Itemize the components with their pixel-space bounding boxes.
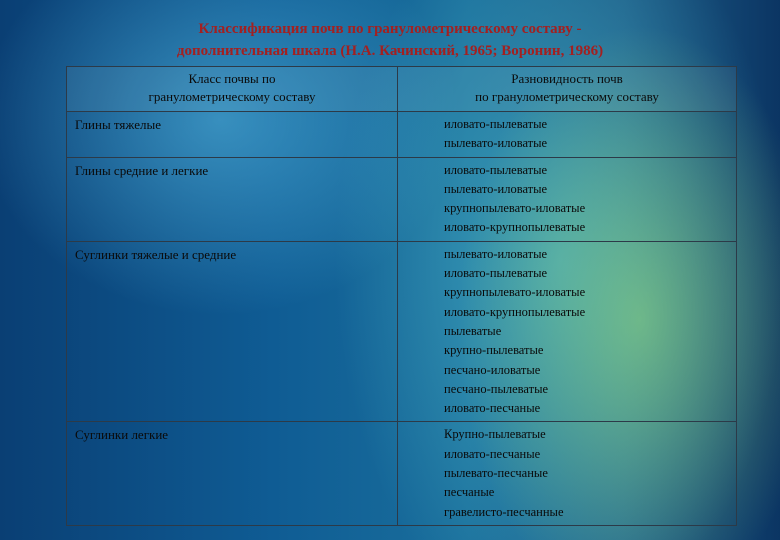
soil-class-cell: Суглинки легкие: [67, 422, 398, 525]
header-soil-variety: [398, 67, 737, 112]
soil-variety-item: крупно-пылеватые: [444, 343, 544, 358]
header-soil-class-line-1: Класс почвы по: [188, 71, 276, 86]
soil-variety-item: иловато-песчаные: [444, 446, 541, 461]
table-row: [67, 157, 737, 241]
table-row: [67, 112, 737, 158]
soil-variety-item: пылевато-иловатые: [444, 136, 548, 151]
soil-variety-item: иловато-крупнопылеватые: [444, 304, 586, 319]
header-soil-class: [67, 67, 398, 112]
soil-variety-item: крупнопылевато-иловатые: [444, 201, 586, 216]
soil-variety-item: иловато-пылеватые: [444, 162, 548, 177]
soil-variety-item: иловато-песчаные: [444, 401, 541, 416]
soil-variety-item: пылеватые: [444, 323, 502, 338]
page-title-line-2: дополнительная шкала (Н.А. Качинский, 1965; Воронин, 1986): [176, 43, 604, 59]
classification-table: [66, 66, 737, 526]
page-title: [0, 18, 780, 62]
header-soil-variety-line-1: Разновидность почв: [511, 71, 623, 86]
soil-variety-cell: [398, 241, 737, 422]
soil-variety-item: песчано-иловатые: [444, 362, 541, 377]
soil-variety-item: песчаные: [444, 485, 495, 500]
soil-variety-item: гравелисто-песчанные: [444, 504, 564, 519]
soil-class-cell: Глины тяжелые: [67, 112, 398, 158]
soil-variety-item: Крупно-пылеватые: [444, 427, 546, 442]
header-soil-variety-line-2: по гранулометрическому составу: [475, 89, 659, 104]
table-header-row: [67, 67, 737, 112]
soil-class-cell: Суглинки тяжелые и средние: [67, 241, 398, 422]
page-title-line-1: Классификация почв по гранулометрическому составу -: [198, 21, 582, 37]
table-row: [67, 422, 737, 525]
soil-class-cell: Глины средние и легкие: [67, 157, 398, 241]
soil-variety-item: иловато-пылеватые: [444, 266, 548, 281]
soil-variety-cell: [398, 422, 737, 525]
soil-variety-item: пылевато-иловатые: [444, 181, 548, 196]
soil-variety-item: песчано-пылеватые: [444, 381, 549, 396]
soil-variety-item: пылевато-иловатые: [444, 246, 548, 261]
soil-variety-cell: [398, 112, 737, 158]
table-body: [67, 112, 737, 526]
header-soil-class-line-2: гранулометрическому составу: [148, 89, 316, 104]
soil-variety-item: иловато-крупнопылеватые: [444, 220, 586, 235]
soil-variety-cell: [398, 157, 737, 241]
table-row: [67, 241, 737, 422]
soil-variety-item: пылевато-песчаные: [444, 466, 548, 481]
soil-variety-item: крупнопылевато-иловатые: [444, 285, 586, 300]
soil-variety-item: иловато-пылеватые: [444, 117, 548, 131]
